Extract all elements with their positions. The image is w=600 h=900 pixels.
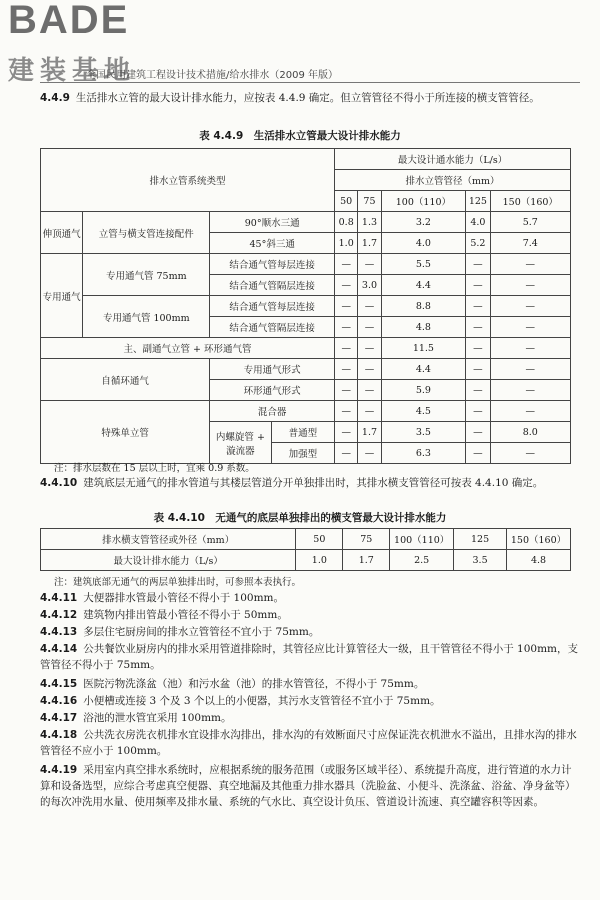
clause-4-4-11: 4.4.11 大便器排水管最小管径不得小于 100mm。 [40,592,284,604]
table-4-4-9: 排水立管系统类型 最大设计通水能力（L/s） 排水立管管径（mm） 50 75 100（110） 125 150（160） 伸顶通气 立管与横支管连接配件 90°顺水三通 0.8 1.3 3.2 4.0 5.7 45°斜三通 1.0 1.7 4.0 5.2 7.4 专用通气 专用通气管 75mm 结合通气管每层连接 — — 5.5 — — 结合通气管隔层连接 — 3.0 4.4 — — 专用通气管 100mm 结合通气管每层连接 — — 8.8 — — 结合通气管隔层连接 — — 4.8 — — 主、副通气立管 + 环形通气管 — — 11.5 — — 自循环通气 专用通气形式 — — 4.4 — — 环形通气形式 — — 5.9 — — 特殊单立管 混合器 — — 4.5 — — 内螺旋管 + 漩流器 普通型 — 1.7 3.5 — 8.0 加强型 — — 6.3 — — [40,148,571,464]
table1-note: 注：排水层数在 15 层以上时，宜乘 0.9 系数。 [54,463,255,474]
clause-4-4-16: 4.4.16 小便槽或连接 3 个及 3 个以上的小便器，其污水支管管径不宜小于 75mm。 [40,695,441,707]
running-header: 全国民用建筑工程设计技术措施/给水排水（2009 年版） [86,70,338,81]
clause-4-4-17: 4.4.17 浴池的泄水管宜采用 100mm。 [40,712,232,724]
logo-wordmark: BADE [8,0,130,42]
publisher-logo [8,2,208,102]
clause-4-4-9: 4.4.9 生活排水立管的最大设计排水能力，应按表 4.4.9 确定。但立管管径不得小于所连接的横支管管径。 [40,92,540,104]
clause-4-4-14: 4.4.14 公共餐饮业厨房内的排水采用管道排除时，其管径应比计算管径大一级，且干管管径不得小于 100mm，支管管径不得小于 75mm。 [40,643,578,671]
table2-caption: 表 4.4.10 无通气的底层单独排出的横支管最大设计排水能力 [153,512,447,524]
table-4-4-10: 排水横支管管径或外径（mm） 50 75 100（110） 125 150（160） 最大设计排水能力（L/s） 1.0 1.7 2.5 3.5 4.8 [40,528,571,571]
table2-note: 注：建筑底部无通气的两层单独排出时，可参照本表执行。 [54,577,302,588]
clause-4-4-19: 4.4.19 采用室内真空排水系统时，应根据系统的服务范围（或服务区域半径）、系统提升高度，进行管道的水力计算和设备选型，应综合考虑真空便器、真空地漏及其他重力排水器具（洗脸盆、小便斗、洗涤盆、浴盆、净身盆等）的每次冲洗用水量、使用频率及排水量、系统的气水比、真空设计负压、管道设计流速、真空罐容积等因素。 [40,764,576,808]
clause-4-4-12: 4.4.12 建筑物内排出管最小管径不得小于 50mm。 [40,609,288,621]
clause-4-4-13: 4.4.13 多层住宅厨房间的排水立管管径不宜小于 75mm。 [40,626,320,638]
clause-4-4-18: 4.4.18 公共洗衣房洗衣机排水宜设排水沟排出，排水沟的有效断面尺寸应保证洗衣机泄水不溢出，且排水沟的排水管管径不应小于 100mm。 [40,729,577,757]
table1-caption: 表 4.4.9 生活排水立管最大设计排水能力 [199,130,401,142]
clause-4-4-15: 4.4.15 医院污物洗涤盆（池）和污水盆（池）的排水管管径，不得小于 75mm。 [40,678,425,690]
logo-chinese: 建装基地 [8,56,137,86]
header-rule [40,82,580,83]
clause-4-4-10: 4.4.10 建筑底层无通气的排水管道与其楼层管道分开单独排出时，其排水横支管管径可按表 4.4.10 确定。 [40,477,544,489]
